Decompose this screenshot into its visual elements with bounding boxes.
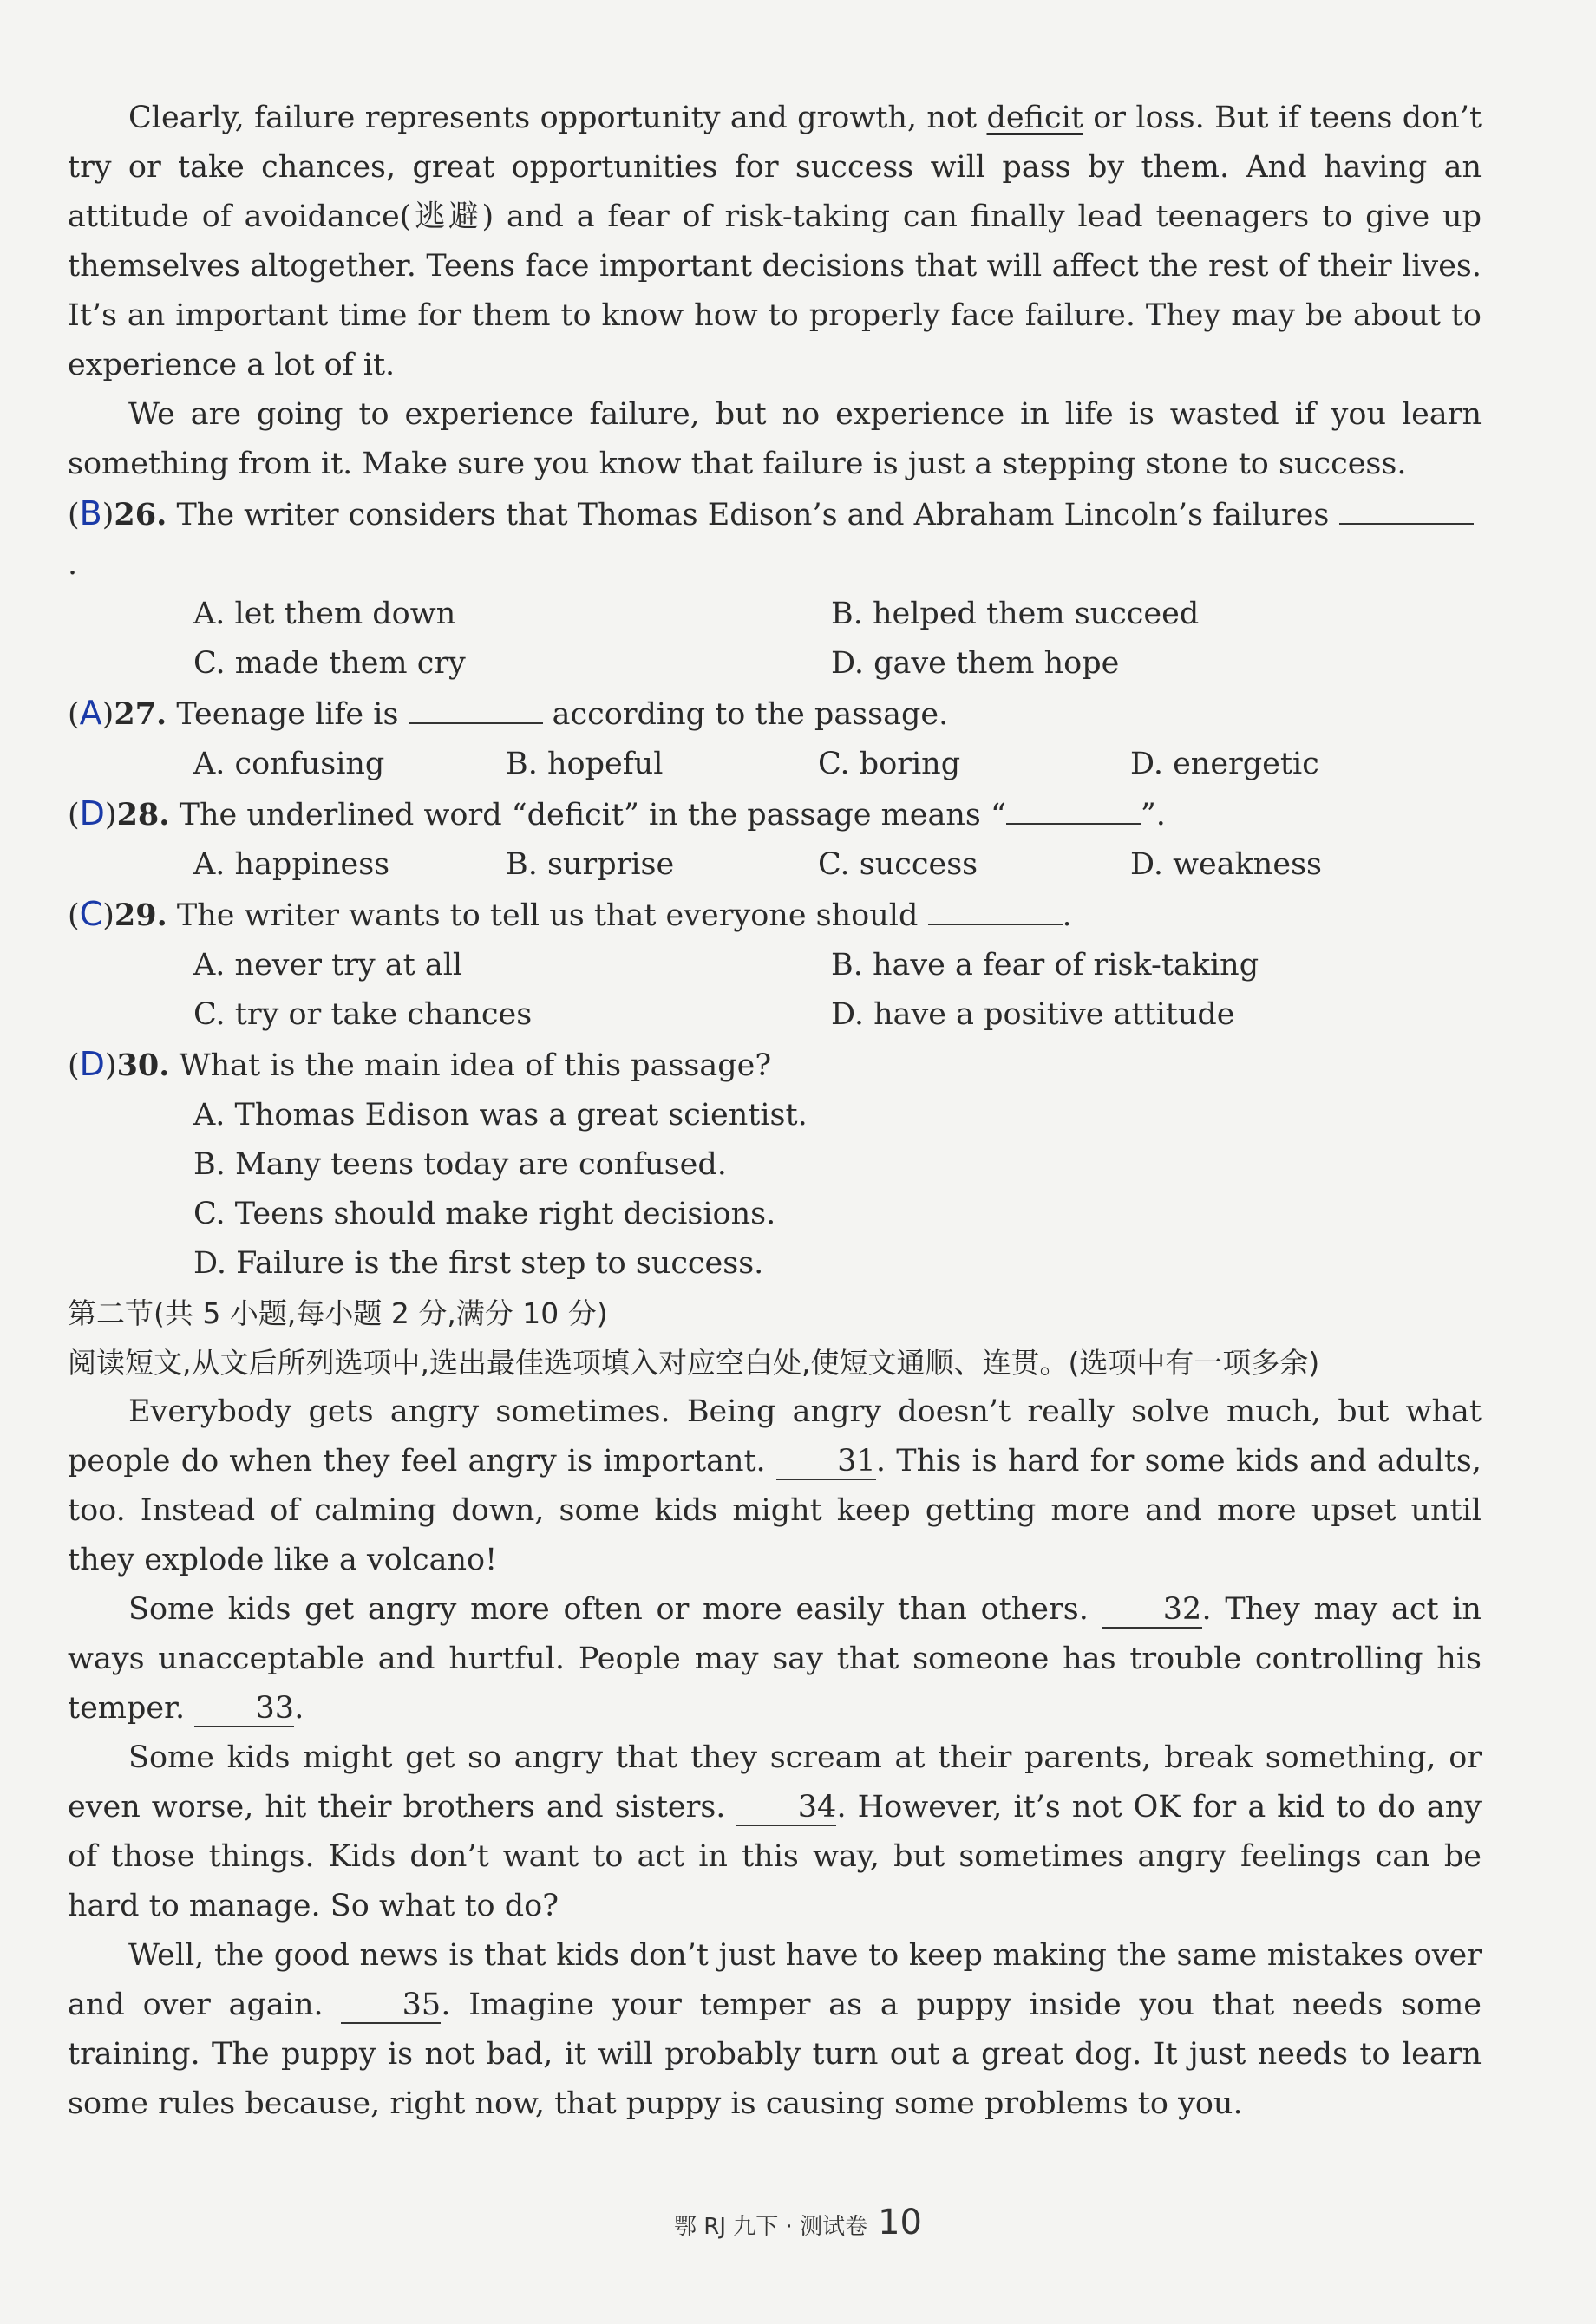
option-c: C. made them cry — [193, 646, 466, 681]
option-b: B. Many teens today are confused. — [193, 1147, 727, 1182]
reading-paragraph-2: We are going to experience failure, but no experience in life is wasted if you learn something from it. Make sure you know that failure is just a stepping stone to success. — [68, 397, 1482, 481]
cloze-paragraph-2: Some kids get angry more often or more easily than others. 32. They may act in ways unacceptable and hurtful. People may say that someone has trouble controlling his temper. 33. — [68, 1592, 1482, 1726]
option-d: D. gave them hope — [831, 646, 1120, 681]
cloze-paragraph-1: Everybody gets angry sometimes. Being angry doesn’t really solve much, but what people do when they feel angry is important. 31. This is hard for some kids and adults, too. Instead of calming down, some kids might keep getting more and more upset until they explode like a volcano! — [68, 1394, 1482, 1577]
blank-31: 31 — [776, 1444, 876, 1480]
blank-33: 33 — [194, 1691, 294, 1727]
options — [68, 840, 1482, 890]
option-a: A. Thomas Edison was a great scientist. — [193, 1098, 808, 1133]
option-c: C. success — [818, 847, 978, 882]
cloze-paragraph-4: Well, the good news is that kids don’t just have to keep making the same mistakes over and over again. 35. Imagine your temper as a puppy inside you that needs some training. The puppy is not bad, it will probably turn out a great dog. It just needs to learn some rules because, right now, that puppy is causing some problems to you. — [68, 1938, 1482, 2121]
answer-mark: A — [79, 694, 102, 732]
question-28: (D)28. The underlined word “deficit” in the passage means “ ”. A. happiness B. surprise C. success D. weakness — [68, 789, 1482, 890]
blank-34: 34 — [736, 1790, 836, 1826]
reading-paragraph-1: Clearly, failure represents opportunity and growth, not deficit or loss. But if teens don’t try or take chances, great opportunities for success will pass by them. And having an attitude of avoidance(逃避) and a fear of risk-taking can finally lead teenagers to give up themselves altogether. Teens face important decisions that will affect the rest of their lives. It’s an important time for them to know how to properly face failure. They may be about to experience a lot of it. — [68, 101, 1482, 382]
options — [68, 740, 1482, 789]
question-number: 28. — [116, 797, 170, 832]
page-footer — [0, 2203, 1596, 2242]
blank-35: 35 — [341, 1988, 441, 2024]
answer-blank — [1006, 823, 1141, 825]
question-number: 26. — [114, 497, 167, 532]
answer-blank — [409, 722, 543, 724]
question-number: 30. — [116, 1048, 170, 1083]
answer-mark: D — [79, 794, 105, 832]
question-30: (D)30. What is the main idea of this passage? A. Thomas Edison was a great scientist. B. Many teens today are confused. C. Teens should make right decisions. D. Failure is the first step to success. — [68, 1040, 1482, 1289]
option-b: B. surprise — [506, 847, 675, 882]
option-c: C. Teens should make right decisions. — [193, 1197, 776, 1231]
answer-blank — [928, 924, 1063, 925]
question-27: (A)27. Teenage life is according to the passage. A. confusing B. hopeful C. boring D. energetic — [68, 689, 1482, 789]
option-b: B. hopeful — [506, 747, 664, 781]
cloze-paragraph-3: Some kids might get so angry that they scream at their parents, break something, or even worse, hit their brothers and sisters. 34. However, it’s not OK for a kid to do any of those things. Kids don’t want to act in this way, but sometimes angry feelings can be hard to manage. So what to do? — [68, 1740, 1482, 1923]
option-a: A. let them down — [193, 597, 456, 631]
question-29: (C)29. The writer wants to tell us that everyone should . A. never try at all B. have a fear of risk-taking C. try or take chances D. have a positive attitude — [68, 890, 1482, 1040]
question-number: 27. — [114, 696, 167, 732]
page-content — [68, 94, 1482, 2129]
option-b: B. have a fear of risk-taking — [831, 948, 1259, 982]
blank-32: 32 — [1102, 1592, 1202, 1629]
option-a: A. never try at all — [193, 948, 463, 982]
option-a: A. confusing — [193, 747, 385, 781]
option-d: D. energetic — [1130, 747, 1319, 781]
question-26: (B)26. The writer considers that Thomas Edison’s and Abraham Lincoln’s failures . A. let them down B. helped them succeed C. made them cry D. gave them hope — [68, 489, 1482, 689]
section-heading: 第二节(共 5 小题,每小题 2 分,满分 10 分) — [68, 1296, 608, 1330]
section-instruction: 阅读短文,从文后所列选项中,选出最佳选项填入对应空白处,使短文通顺、连贯。(选项中有一项多余) — [68, 1346, 1320, 1380]
options — [68, 941, 1482, 1040]
option-b: B. helped them succeed — [831, 597, 1200, 631]
option-d: D. Failure is the first step to success. — [193, 1246, 764, 1281]
option-d: D. have a positive attitude — [831, 997, 1235, 1032]
option-d: D. weakness — [1130, 847, 1322, 882]
answer-blank — [1339, 523, 1474, 525]
answer-mark: C — [79, 895, 103, 933]
answer-mark: B — [79, 494, 102, 532]
option-c: C. boring — [818, 747, 961, 781]
option-a: A. happiness — [193, 847, 390, 882]
options — [68, 590, 1482, 689]
underlined-word-deficit: deficit — [986, 101, 1083, 135]
options — [68, 1091, 1482, 1289]
option-c: C. try or take chances — [193, 997, 533, 1032]
question-number: 29. — [114, 898, 167, 933]
answer-mark: D — [79, 1045, 105, 1083]
page-number: 10 — [878, 2203, 922, 2242]
footer-label: 鄂 RJ 九下 · 测试卷 — [674, 2214, 868, 2240]
